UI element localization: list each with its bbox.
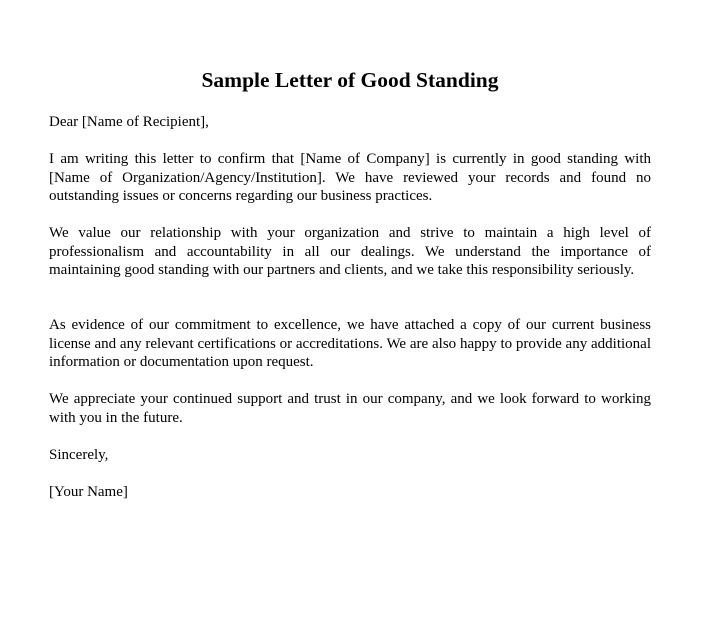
- signature-name: [Your Name]: [49, 484, 128, 500]
- letter-title: Sample Letter of Good Standing: [201, 68, 499, 92]
- salutation: Dear [Name of Recipient],: [49, 114, 209, 130]
- paragraph-appreciation: We appreciate your continued support and trust in our company, and we look forward to working with you in the future.: [49, 391, 651, 426]
- paragraph-relationship: We value our relationship with your organization and strive to maintain a high level of professionalism and accountability in all our dealings. We understand the importance of maintaining good standing with our partners and clients, and we take this responsibility seriously.: [49, 225, 651, 278]
- paragraph-confirmation: I am writing this letter to confirm that [Name of Company] is currently in good standing with [Name of Organization/Agency/Institution]. We have reviewed your records and found no outstanding issues or concerns regarding our business practices.: [49, 151, 651, 204]
- paragraph-evidence: As evidence of our commitment to excellence, we have attached a copy of our current business license and any relevant certifications or accreditations. We are also happy to provide any additional information or documentation upon request.: [49, 317, 651, 370]
- closing: Sincerely,: [49, 447, 109, 463]
